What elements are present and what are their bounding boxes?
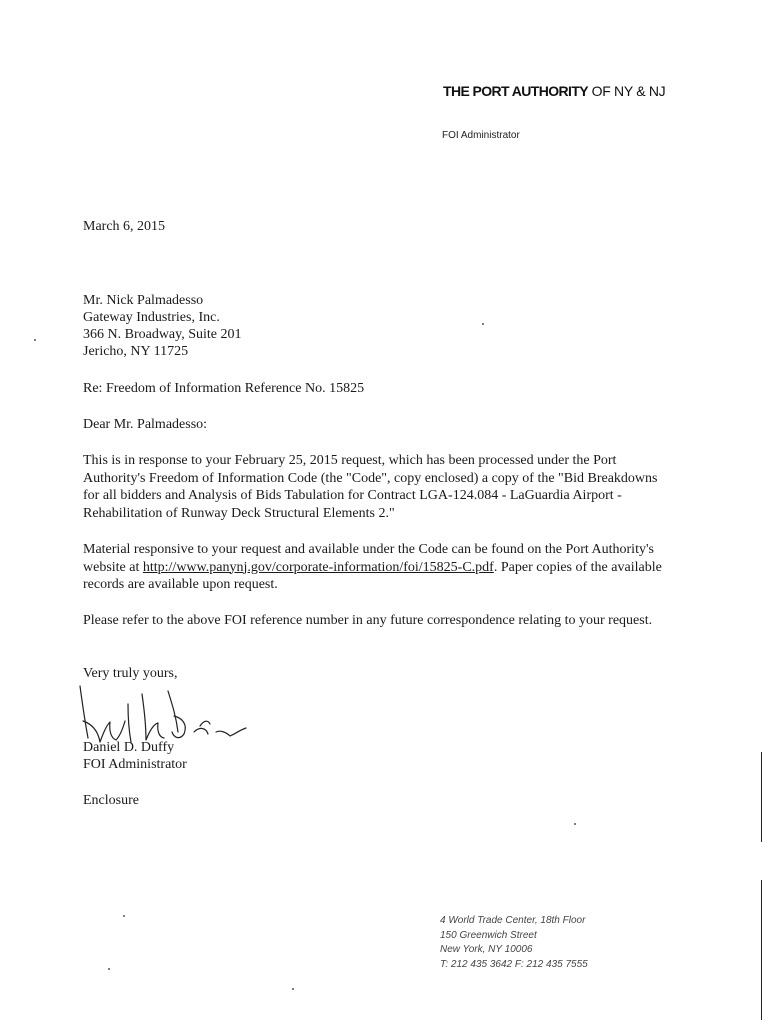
- letterhead-title: FOI Administrator: [442, 130, 520, 141]
- footer-line-1: 4 World Trade Center, 18th Floor: [440, 915, 586, 926]
- reference-line: Re: Freedom of Information Reference No. 15825: [83, 381, 365, 396]
- scan-speck: [123, 915, 125, 917]
- scan-speck: [34, 339, 36, 341]
- letterhead-org-suffix: OF NY & NJ: [588, 83, 666, 99]
- recipient-street: 366 N. Broadway, Suite 201: [83, 327, 242, 342]
- body-paragraph-2: [83, 541, 673, 594]
- paragraph-2-lead: Material responsive to your request and available under the Code can be found on the Port Authority's website at: [83, 542, 654, 575]
- scan-speck: [574, 823, 576, 825]
- scan-edge-mark: [761, 880, 762, 1020]
- footer-line-2: 150 Greenwich Street: [440, 929, 537, 941]
- scan-edge-mark: [761, 752, 762, 842]
- footer-line-3: New York, NY 10006: [440, 944, 533, 955]
- paragraph-2-tail: . Paper copies of the available records are available upon request.: [83, 559, 662, 592]
- recipient-city: Jericho, NY 11725: [83, 344, 189, 359]
- letter-date: March 6, 2015: [83, 219, 166, 234]
- signer-title: FOI Administrator: [83, 757, 187, 772]
- closing: Very truly yours,: [83, 666, 178, 681]
- recipient-name: Mr. Nick Palmadesso: [83, 293, 204, 308]
- letterhead-organization: [443, 83, 665, 99]
- scan-speck: [292, 988, 294, 990]
- signer-name: Daniel D. Duffy: [83, 740, 175, 755]
- recipient-company: Gateway Industries, Inc.: [83, 310, 220, 325]
- enclosure-note: Enclosure: [83, 793, 139, 808]
- foi-document-link[interactable]: http://www.panynj.gov/corporate-information/foi/15825-C.pdf: [142, 559, 494, 575]
- body-paragraph-3: Please refer to the above FOI reference number in any future correspondence relating to your request.: [83, 613, 653, 628]
- scan-speck: [108, 968, 110, 970]
- letterhead-org-prefix: THE PORT AUTHORITY: [443, 83, 589, 99]
- scan-speck: [482, 323, 484, 325]
- letterhead-footer-address: [440, 914, 588, 972]
- footer-line-4: T: 212 435 3642 F: 212 435 7555: [440, 958, 588, 970]
- body-paragraph-1: This is in response to your February 25, 2015 request, which has been processed under the Port Authority's Freedom of Information Code (the "Code", copy enclosed) a copy of the "Bid Breakdowns for all bidders and Analysis of Bids Tabulation for Contract LGA-124.084 - LaGuardia Airport - Rehabilitation of Runway Deck Structural Elements 2.": [83, 453, 658, 521]
- salutation: Dear Mr. Palmadesso:: [83, 417, 208, 432]
